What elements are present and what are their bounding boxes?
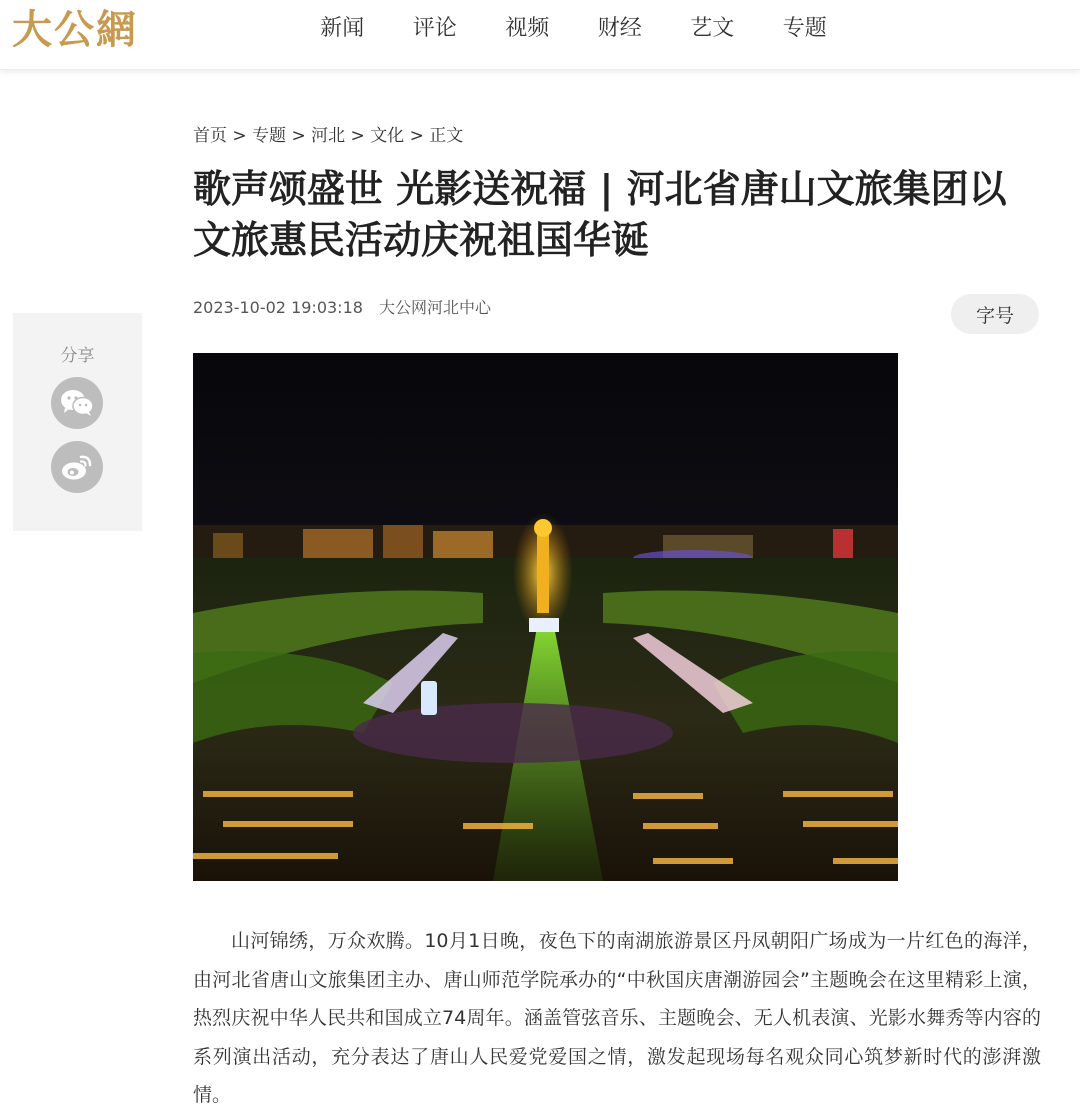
share-wechat-button[interactable] — [51, 377, 103, 429]
share-weibo-button[interactable] — [51, 441, 103, 493]
article-paragraph: 山河锦绣，万众欢腾。10月1日晚，夜色下的南湖旅游景区丹凤朝阳广场成为一片红色的海洋，由河北省唐山文旅集团主办、唐山师范学院承办的“中秋国庆唐潮游园会”主题晚会在这里精彩上演，热烈庆祝中华人民共和国成立74周年。涵盖管弦音乐、主题晚会、无人机表演、光影水舞秀等内容的系列演出活动，充分表达了唐山人民爱党爱国之情，激发起现场每名观众同心筑梦新时代的澎湃激情。 — [193, 930, 1041, 1106]
article-meta — [193, 295, 491, 318]
publish-datetime: 2023-10-02 19:03:18 — [193, 298, 363, 317]
nav-special[interactable]: 专题 — [782, 15, 827, 41]
nav-culture[interactable]: 艺文 — [690, 15, 735, 41]
breadcrumb-separator: > — [286, 126, 312, 146]
weibo-icon — [61, 453, 93, 481]
night-plaza-photo — [193, 353, 898, 881]
breadcrumb-current: 正文 — [429, 126, 464, 146]
nav-video[interactable]: 视频 — [505, 15, 550, 41]
wechat-icon — [60, 389, 94, 417]
main-nav — [296, 0, 851, 52]
breadcrumb-separator: > — [227, 126, 253, 146]
share-label: 分享 — [60, 346, 95, 366]
breadcrumb-separator: > — [404, 126, 430, 146]
nav-opinion[interactable]: 评论 — [412, 15, 457, 41]
breadcrumb-separator: > — [345, 126, 371, 146]
breadcrumb-home[interactable]: 首页 — [193, 126, 227, 146]
site-header — [0, 0, 1080, 70]
font-size-button[interactable]: 字号 — [951, 294, 1039, 334]
breadcrumb-special[interactable]: 专题 — [252, 126, 287, 146]
breadcrumb-culture[interactable]: 文化 — [370, 126, 405, 146]
site-logo[interactable]: 大公網 — [12, 5, 138, 53]
nav-finance[interactable]: 财经 — [597, 15, 642, 41]
breadcrumb-hebei[interactable]: 河北 — [311, 126, 346, 146]
article-title: 歌声颂盛世 光影送祝福 | 河北省唐山文旅集团以文旅惠民活动庆祝祖国华诞 — [193, 167, 1007, 262]
article-photo — [193, 353, 898, 881]
breadcrumb — [193, 121, 463, 146]
article-source: 大公网河北中心 — [378, 298, 491, 317]
share-panel — [13, 313, 142, 531]
nav-news[interactable]: 新闻 — [320, 15, 365, 41]
